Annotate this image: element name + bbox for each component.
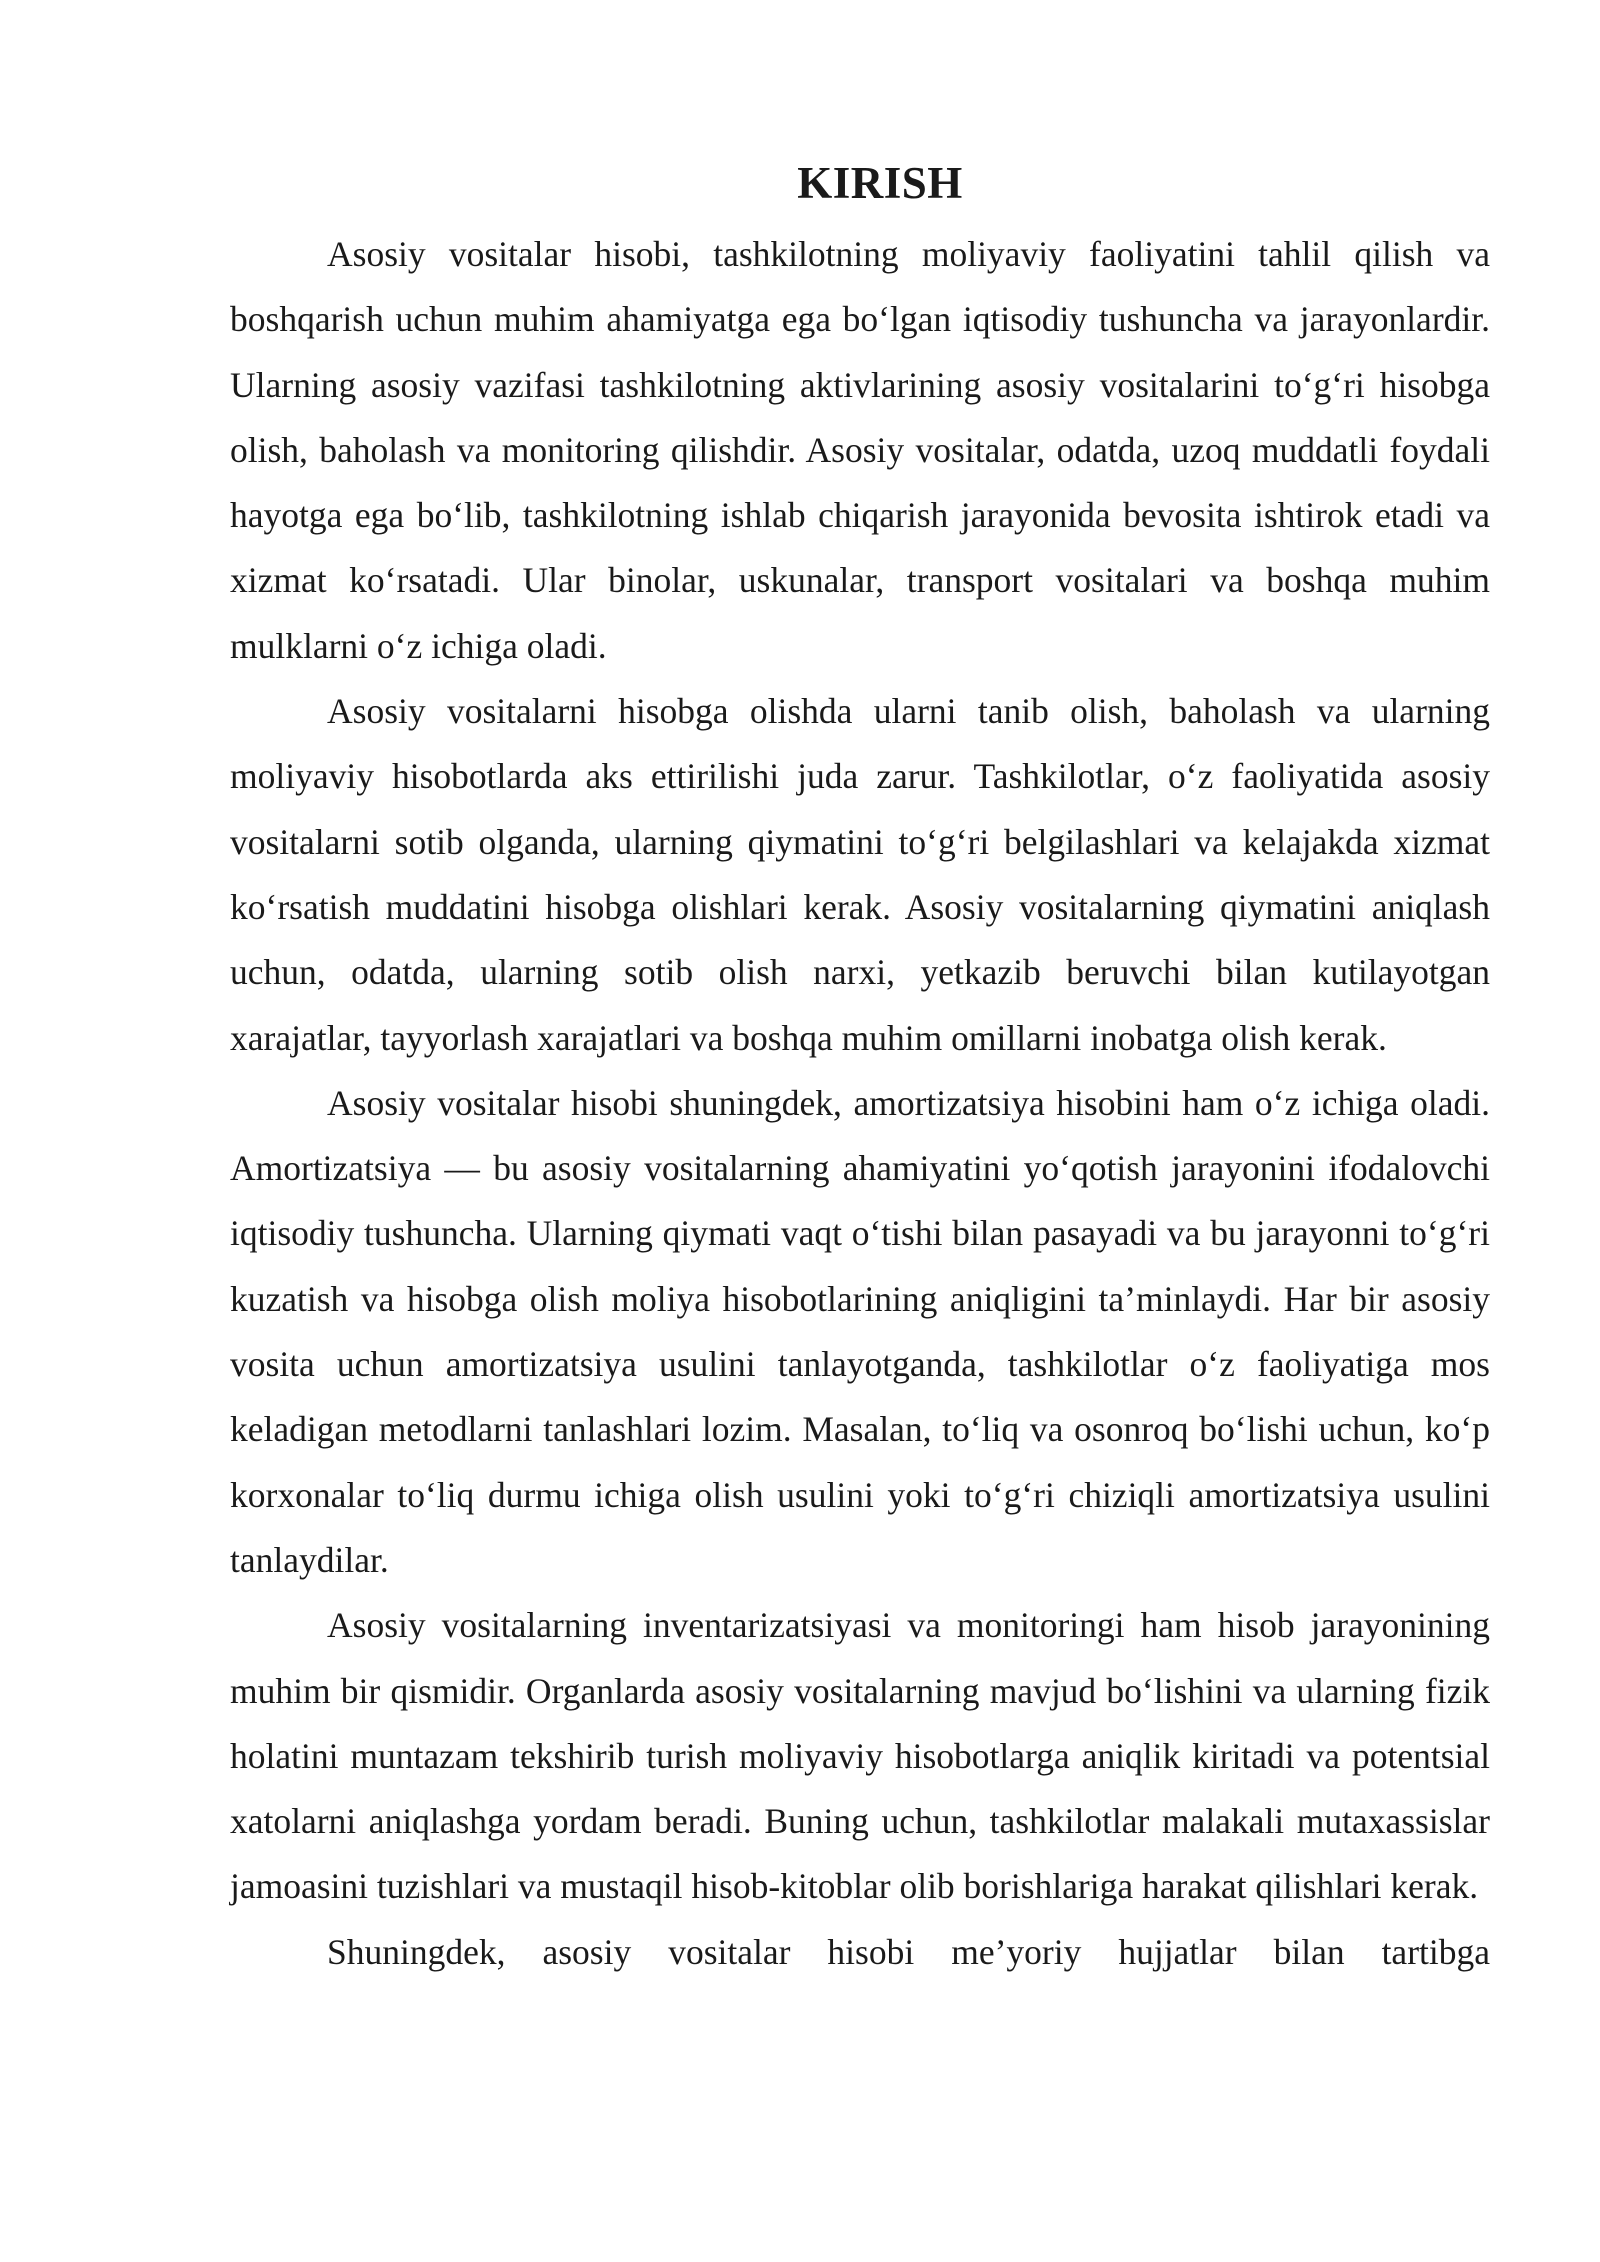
- paragraph-1: Asosiy vositalar hisobi, tashkilotning moliyaviy faoliyatini tahlil qilish va boshqarish uchun muhim ahamiyatga ega bo‘lgan iqtisodiy tushuncha va jarayonlardir. Ularning asosiy vazifasi tashkilotning aktivlarining asosiy vositalarini to‘g‘ri hisobga olish, baholash va monitoring qilishdir. Asosiy vositalar, odatda, uzoq muddatli foydali hayotga ega bo‘lib, tashkilotning ishlab chiqarish jarayonida bevosita ishtirok etadi va xizmat ko‘rsatadi. Ular binolar, uskunalar, transport vositalari va boshqa muhim mulklarni o‘z ichiga oladi.: [230, 234, 1490, 666]
- paragraph-2: Asosiy vositalarni hisobga olishda ularni tanib olish, baholash va ularning moliyaviy hisobotlarda aks ettirilishi juda zarur. Tashkilotlar, o‘z faoliyatida asosiy vositalarni sotib olganda, ularning qiymatini to‘g‘ri belgilashlari va kelajakda xizmat ko‘rsatish muddatini hisobga olishlari kerak. Asosiy vositalarning qiymatini aniqlash uchun, odatda, ularning sotib olish narxi, yetkazib beruvchi bilan kutilayotgan xarajatlar, tayyorlash xarajatlari va boshqa muhim omillarni inobatga olish kerak.: [230, 691, 1490, 1058]
- document-body: [230, 150, 1490, 1985]
- document-title: KIRISH: [797, 158, 963, 208]
- paragraph-5: Shuningdek, asosiy vositalar hisobi me’yoriy hujjatlar bilan tartibga: [327, 1931, 1490, 1972]
- paragraph-4: Asosiy vositalarning inventarizatsiyasi va monitoringi ham hisob jarayonining muhim bir qismidir. Organlarda asosiy vositalarning mavjud bo‘lishini va ularning fizik holatini muntazam tekshirib turish moliyaviy hisobotlarga aniqlik kiritadi va potentsial xatolarni aniqlashga yordam beradi. Buning uchun, tashkilotlar malakali mutaxassislar jamoasini tuzishlari va mustaqil hisob-kitoblar olib borishlariga harakat qilishlari kerak.: [230, 1605, 1490, 1907]
- paragraph-3: Asosiy vositalar hisobi shuningdek, amortizatsiya hisobini ham o‘z ichiga oladi. Amortizatsiya — bu asosiy vositalarning ahamiyatini yo‘qotish jarayonini ifodalovchi iqtisodiy tushuncha. Ularning qiymati vaqt o‘tishi bilan pasayadi va bu jarayonni to‘g‘ri kuzatish va hisobga olish moliya hisobotlarining aniqligini ta’minlaydi. Har bir asosiy vosita uchun amortizatsiya usulini tanlayotganda, tashkilotlar o‘z faoliyatiga mos keladigan metodlarni tanlashlari lozim. Masalan, to‘liq va osonroq bo‘lishi uchun, ko‘p korxonalar to‘liq durmu ichiga olish usulini yoki to‘g‘ri chiziqli amortizatsiya usulini tanlaydilar.: [230, 1082, 1490, 1580]
